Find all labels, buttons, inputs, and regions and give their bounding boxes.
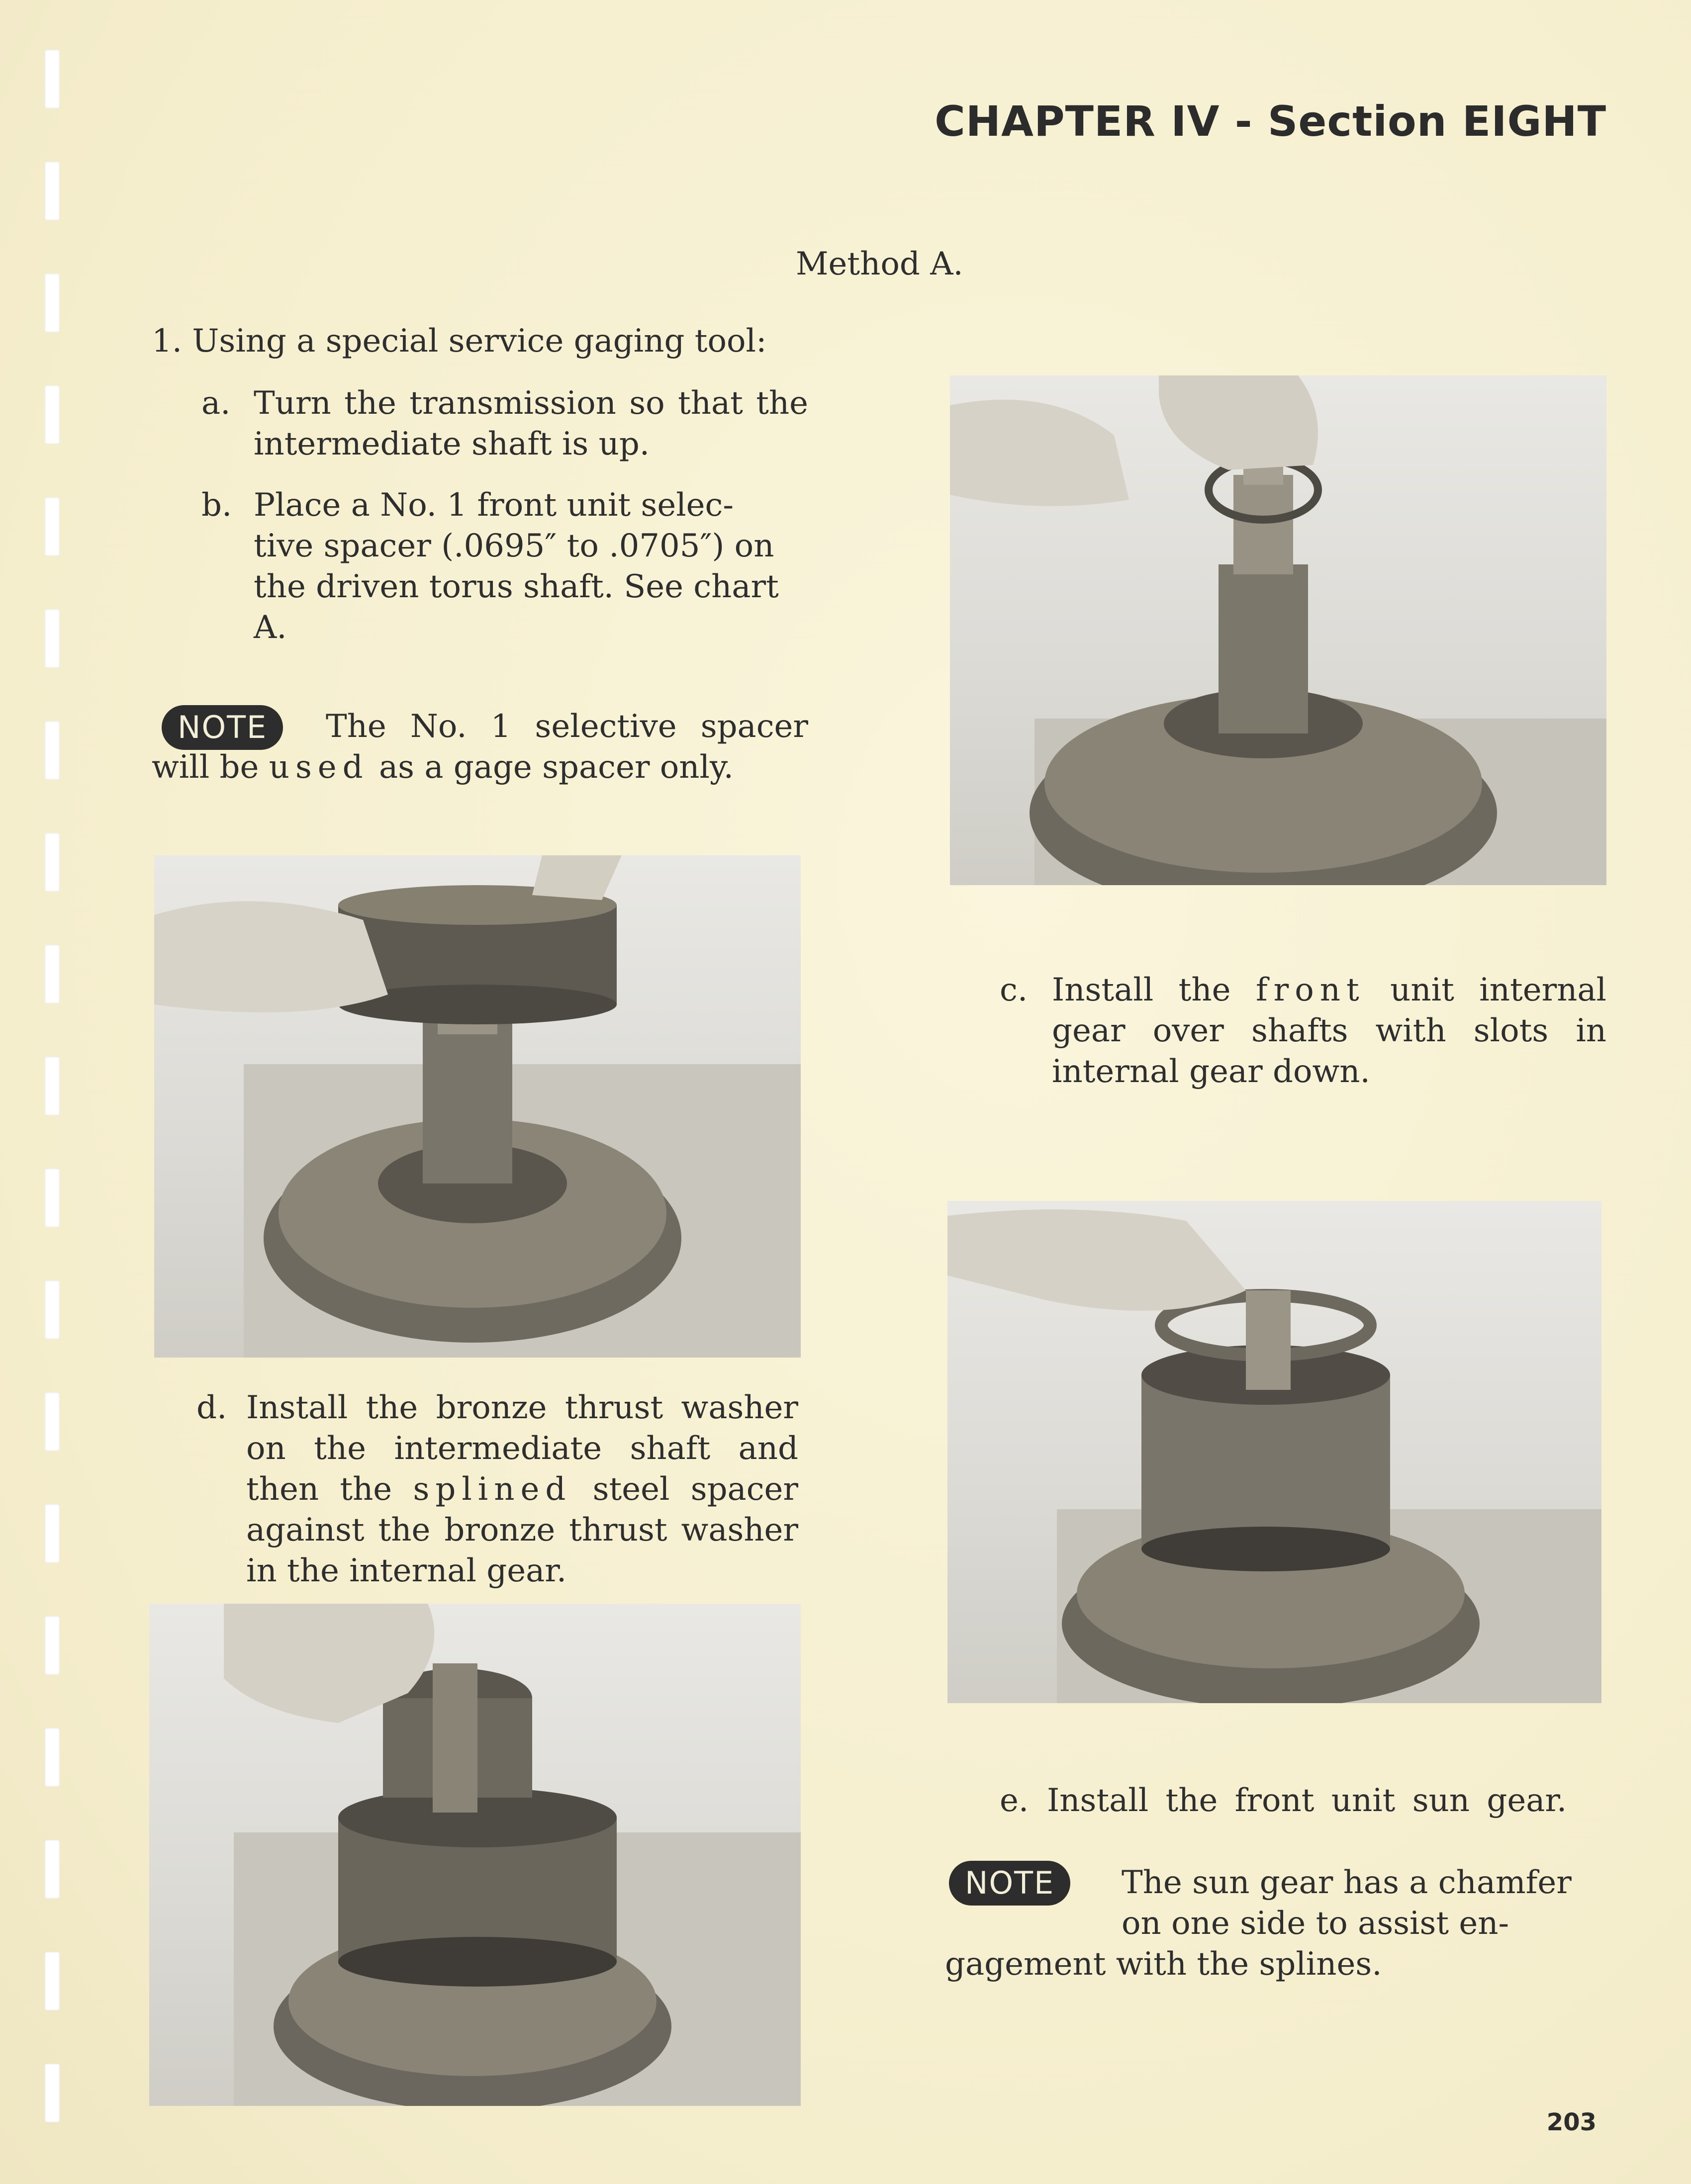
binding-hole [45, 1728, 60, 1787]
item-b-line: the driven torus shaft. See chart [254, 568, 779, 605]
binding-hole [45, 50, 60, 108]
photo-illustration [149, 1604, 801, 2106]
item-b-text [254, 485, 808, 648]
binding-hole [45, 833, 60, 892]
chapter-header: CHAPTER IV - Section EIGHT [935, 97, 1606, 146]
method-label: Method A. [796, 246, 963, 282]
binding-hole [45, 609, 60, 668]
binding-hole [45, 1952, 60, 2010]
binding-hole [45, 1169, 60, 1227]
note-1-spaced: used [269, 749, 369, 786]
item-d-spaced: splined [413, 1471, 572, 1508]
item-e-text: Install the front unit sun gear. [1047, 1782, 1567, 1819]
item-c-pre: Install the [1052, 972, 1231, 1008]
item-c-post: unit internal gear over shafts with slots in internal gear down. [1052, 972, 1606, 1090]
binding-hole [45, 721, 60, 780]
step-text: Using a special service gaging tool: [192, 323, 767, 360]
note-1-pre: The No. 1 selective spacer will be [152, 708, 808, 786]
binding-hole [45, 1840, 60, 1899]
note-1-text [152, 706, 808, 788]
binding-hole [45, 2064, 60, 2122]
binding-hole [45, 1057, 60, 1115]
binding-hole [45, 1392, 60, 1451]
note-2-line: gagement with the splines. [945, 1946, 1382, 1983]
item-d-pre: Install the bronze thrust washer on the intermediate shaft and then the [246, 1389, 798, 1508]
note-2-line: on one side to assist en- [1122, 1905, 1509, 1942]
note-badge: NOTE [949, 1861, 1070, 1906]
item-b-line: Place a No. 1 front unit selec- [254, 487, 734, 524]
item-c-text [1052, 970, 1606, 1092]
item-d-post: steel spacer against the bronze thrust washer in the internal gear. [246, 1471, 799, 1589]
step-number: 1. [152, 323, 183, 360]
item-a-marker: a. [201, 385, 231, 422]
item-b-line: tive spacer (.0695″ to .0705″) on [254, 528, 774, 564]
note-1-post: as a gage spacer only. [378, 749, 734, 786]
item-b-marker: b. [201, 487, 232, 524]
item-b-line: A. [254, 609, 287, 646]
photo-spacer-install [950, 375, 1606, 885]
binding-hole [45, 385, 60, 444]
binding-hole [45, 1616, 60, 1675]
photo-illustration [950, 375, 1606, 885]
photo-internal-gear-install [154, 855, 801, 1358]
photo-sun-gear-install [149, 1604, 801, 2106]
note-2-line: The sun gear has a chamfer [1122, 1864, 1572, 1901]
item-c-spaced: front [1255, 972, 1365, 1008]
item-d-text [246, 1387, 798, 1591]
binding-hole [45, 1280, 60, 1339]
page-number: 203 [1546, 2108, 1597, 2136]
binding-hole [45, 273, 60, 332]
binding-hole [45, 162, 60, 220]
photo-illustration [154, 855, 801, 1358]
item-a-text: Turn the transmission so that the intermediate shaft is up. [254, 385, 808, 462]
photo-gear-and-spacer [947, 1201, 1601, 1703]
binding-hole [45, 1504, 60, 1563]
note-badge: NOTE [162, 705, 283, 750]
item-e-marker: e. [1000, 1782, 1029, 1819]
item-c-marker: c. [1000, 972, 1028, 1008]
note-2-text [945, 1862, 1609, 1985]
step-1 [152, 321, 767, 362]
item-d-marker: d. [196, 1389, 227, 1426]
binding-hole [45, 945, 60, 1003]
photo-illustration [947, 1201, 1601, 1703]
binding-hole [45, 497, 60, 556]
